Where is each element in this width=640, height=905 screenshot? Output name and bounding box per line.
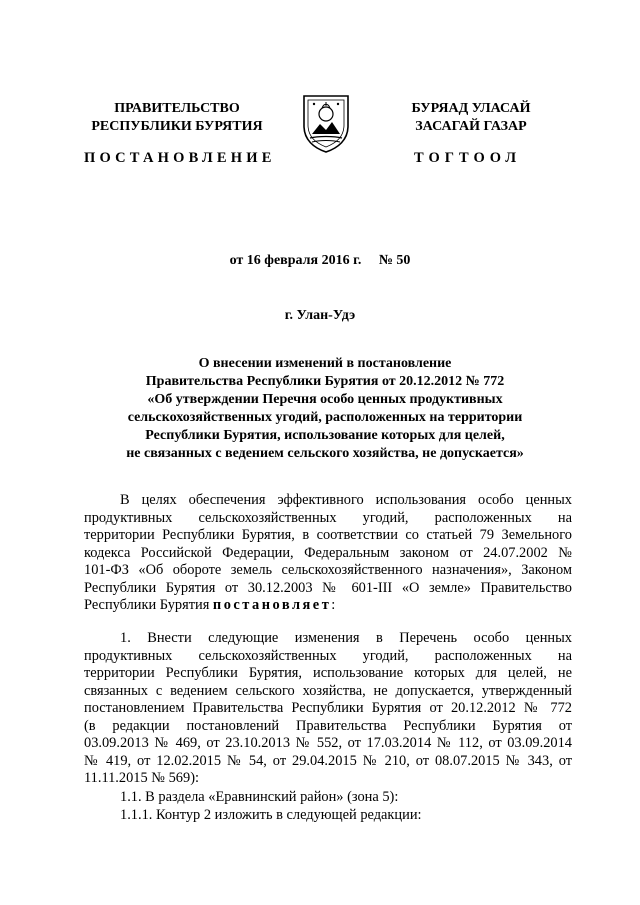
document-title xyxy=(80,355,570,463)
document-type-buryat: ТОГТООЛ xyxy=(414,150,522,166)
issuer-russian-line-1: ПРАВИТЕЛЬСТВО xyxy=(114,101,240,116)
preamble-last-suffix: : xyxy=(331,597,336,613)
paragraph-line: продуктивных сельскохозяйственных угодий, расположенных на xyxy=(84,647,572,664)
paragraph-line xyxy=(84,597,572,615)
paragraph-line: 101-ФЗ «Об обороте земель сельскохозяйственного назначения», Законом xyxy=(84,562,572,578)
issuer-buryat xyxy=(376,100,566,136)
paragraph-line: 03.09.2013 № 469, от 23.10.2013 № 552, от 17.03.2014 № 112, от 03.09.2014 xyxy=(84,735,572,751)
document-date-number: от 16 февраля 2016 г. № 50 xyxy=(229,253,411,268)
coat-of-arms-icon xyxy=(300,92,352,154)
preamble-paragraph xyxy=(84,492,572,615)
paragraph-line: продуктивных сельскохозяйственных угодий, расположенных на xyxy=(84,509,572,526)
paragraph-line: № 419, от 12.02.2015 № 54, от 29.04.2015 № 210, от 08.07.2015 № 343, от xyxy=(84,752,572,769)
paragraph-line: 11.11.2015 № 569): xyxy=(84,770,199,786)
title-line: сельскохозяйственных угодий, расположенных на территории xyxy=(127,410,523,425)
issuer-russian xyxy=(82,100,272,136)
resolves-word: постановляет xyxy=(212,597,332,613)
paragraph-line: В целях обеспечения эффективного использования особо ценных xyxy=(120,492,572,508)
paragraph-line: территории Республики Бурятия, использование которых для целей, не xyxy=(84,665,572,681)
title-line: не связанных с ведением сельского хозяйства, не допускается» xyxy=(126,446,524,461)
title-line: «Об утверждении Перечня особо ценных продуктивных xyxy=(147,392,503,407)
paragraph-line: территории Республики Бурятия, в соответствии со статьей 79 Земельного xyxy=(84,527,572,543)
issuer-buryat-line-1: БУРЯАД УЛАСАЙ xyxy=(411,101,531,116)
paragraph-line: постановлением Правительства Республики Бурятия от 20.12.2012 № 772 xyxy=(84,700,572,716)
paragraph-line: связанных с ведением сельского хозяйства, не допускается, утвержденный xyxy=(84,682,572,699)
subitems xyxy=(84,789,572,824)
paragraph-line: Республики Бурятия от 30.12.2003 № 601-III «О земле» Правительство xyxy=(84,579,572,596)
paragraph-line: (в редакции постановлений Правительства Республики Бурятия от xyxy=(84,717,572,734)
paragraph-line: 1. Внести следующие изменения в Перечень особо ценных xyxy=(120,630,572,646)
issuer-buryat-line-2: ЗАСАГАЙ ГАЗАР xyxy=(415,119,527,134)
subitem-1-1-1: 1.1.1. Контур 2 изложить в следующей редакции: xyxy=(120,806,422,823)
paragraph-line: кодекса Российской Федерации, Федеральным законом от 24.07.2002 № xyxy=(84,544,572,561)
item-1-paragraph xyxy=(84,630,572,788)
preamble-last-prefix: Республики Бурятия xyxy=(84,597,213,613)
title-line: Республики Бурятия, использование которых для целей, xyxy=(145,428,505,443)
document-type-russian: ПОСТАНОВЛЕНИЕ xyxy=(84,150,276,166)
title-line: Правительства Республики Бурятия от 20.12.2012 № 772 xyxy=(145,374,505,389)
issuer-russian-line-2: РЕСПУБЛИКИ БУРЯТИЯ xyxy=(91,119,263,134)
document-city: г. Улан-Удэ xyxy=(284,308,356,323)
subitem-1-1: 1.1. В раздела «Еравнинский район» (зона 5): xyxy=(120,789,399,805)
title-line: О внесении изменений в постановление xyxy=(198,356,452,371)
